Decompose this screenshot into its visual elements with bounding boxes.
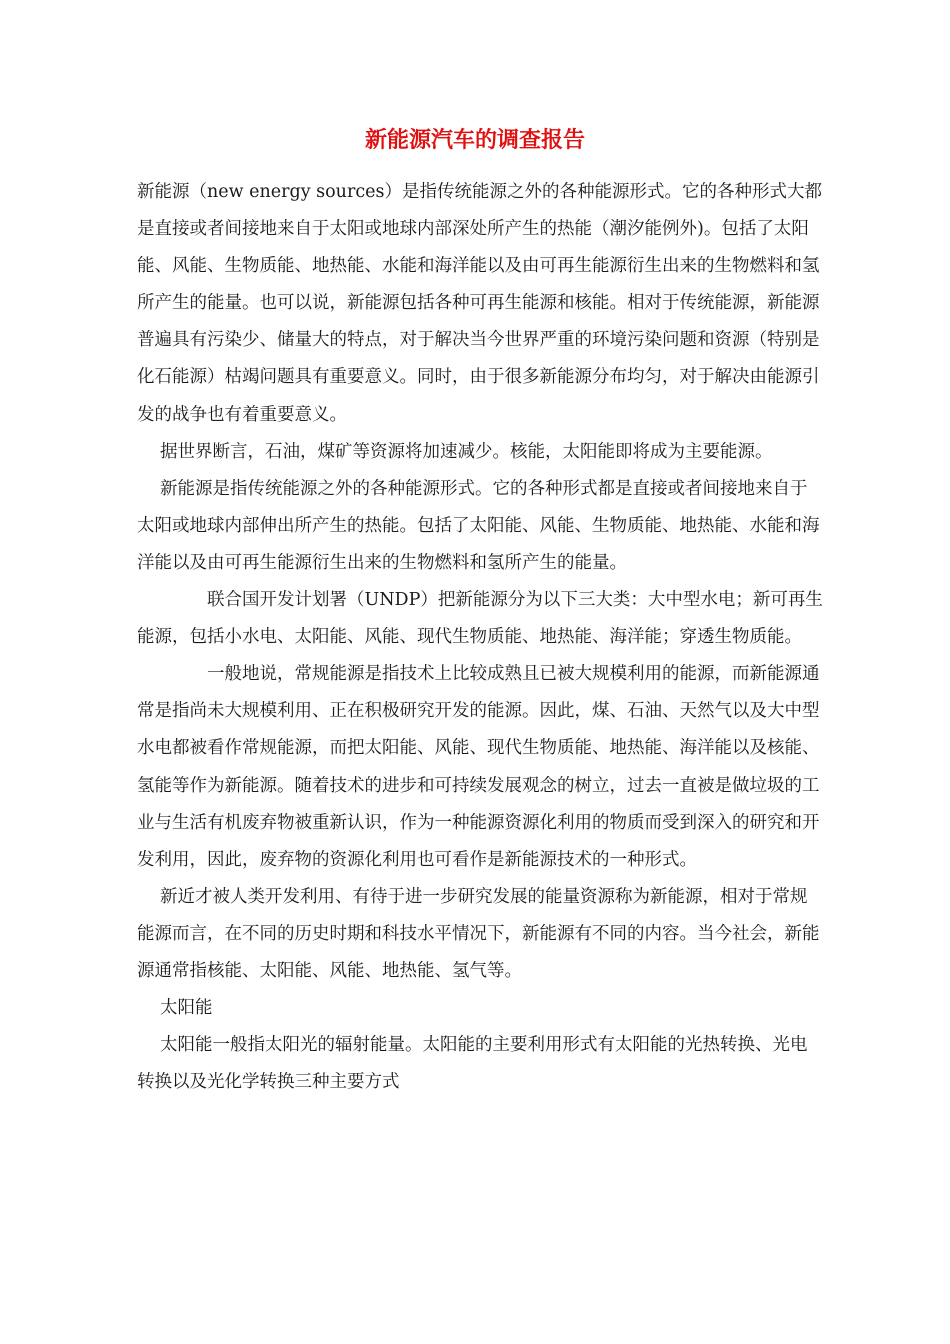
paragraph-resource-depletion: 据世界断言，石油，煤矿等资源将加速减少。核能，太阳能即将成为主要能源。 [160,441,773,462]
paragraph-new-energy-forms: 新能源是指传统能源之外的各种能源形式。它的各种形式都是直接或者间接地来自于太阳或地球内部伸出所产生的热能。包括了太阳能、风能、生物质能、地热能、水能和海洋能以及由可再生能源衍生出来的生物燃料和氢所产生的能量。 [137,478,820,573]
paragraph-solar-energy: 太阳能一般指太阳光的辐射能量。太阳能的主要利用形式有太阳能的光热转换、光电转换以及光化学转换三种主要方式 [137,1035,808,1093]
paragraph-undp-classification: 联合国开发计划署（UNDP）把新能源分为以下三大类：大中型水电；新可再生能源，包括小水电、太阳能、风能、现代生物质能、地热能、海洋能；穿透生物质能。 [137,590,823,648]
paragraph-new-energy-definition: 新能源（new energy sources）是指传统能源之外的各种能源形式。它的各种形式大都是直接或者间接地来自于太阳或地球内部深处所产生的热能（潮汐能例外)。包括了太阳能、风能、生物质能、地热能、水能和海洋能以及由可再生能源衍生出来的生物燃料和氢所产生的能量。也可以说，新能源包括各种可再生能源和核能。相对于传统能源，新能源普遍具有污染少、储量大的特点，对于解决当今世界严重的环境污染问题和资源（特别是化石能源）枯竭问题具有重要意义。同时，由于很多新能源分布均匀，对于解决由能源引发的战争也有着重要意义。 [137,182,822,425]
section-heading-solar: 太阳能 [160,998,213,1019]
document-body [137,174,823,1101]
paragraph-new-energy-content: 新近才被人类开发利用、有待于进一步研究发展的能量资源称为新能源，相对于常规能源而言，在不同的历史时期和科技水平情况下，新能源有不同的内容。当今社会，新能源通常指核能、太阳能、风能、地热能、氢气等。 [137,886,820,981]
document-title: 新能源汽车的调查报告 [364,128,585,153]
paragraph-conventional-vs-new: 一般地说，常规能源是指技术上比较成熟且已被大规模利用的能源，而新能源通常是指尚未大规模利用、正在积极研究开发的能源。因此，煤、石油、天然气以及大中型水电都被看作常规能源，而把太阳能、风能、现代生物质能、地热能、海洋能以及核能、氢能等作为新能源。随着技术的进步和可持续发展观念的树立，过去一直被是做垃圾的工业与生活有机废弃物被重新认识，作为一种能源资源化利用的物质而受到深入的研究和开发利用，因此，废弃物的资源化利用也可看作是新能源技术的一种形式。 [137,664,820,870]
